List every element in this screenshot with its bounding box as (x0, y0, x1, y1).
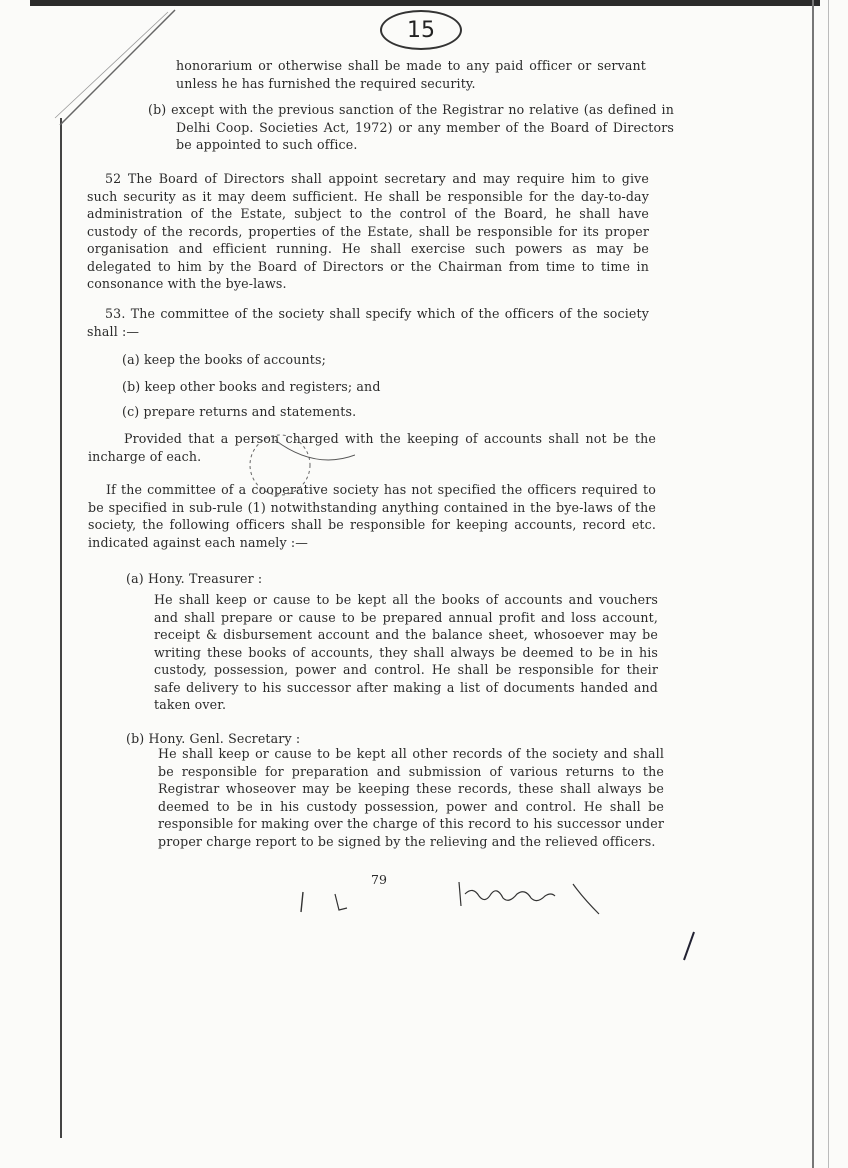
section-52: 52 The Board of Directors shall appoint secretary and may require him to give such security as it may deem sufficient. He shall be responsible for the day-to-day administration of the Estate, subject to the control of the Board, he shall have custody of the records, properties of the Estate, shall be responsible for its proper organisation and efficient running. He shall exercise such powers as may be delegated to him by the Board of Directors or the Chairman from time to time in consonance with the bye-laws. (87, 171, 649, 291)
section-53-item: (a) keep the books of accounts; (122, 352, 326, 367)
secretary-duties: He shall keep or cause to be kept all other records of the society and shall be responsible for preparation and submission of various returns to the Registrar whoseover may be keeping these records, these shall always be deemed to be in his custody possession, power and control. He shall be responsible for making over the charge of this record to his successor under proper charge report to be signed by the relieving and the relieved officers. (158, 746, 664, 849)
initials-mark (295, 888, 355, 918)
treasurer-duties: He shall keep or cause to be kept all the books of accounts and vouchers and shall prepare or cause to be prepared annual profit and loss account, receipt & disbursement account and the balance sheet, whosoever may be writing these books of accounts, they shall always be deemed to be in his custody, possession, power and control. He shall be responsible for their safe delivery to his successor after making a list of documents handed and taken over. (154, 592, 658, 712)
proviso: Provided that a person charged with the keeping of accounts shall not be the incharge of each. (88, 431, 656, 464)
default-officers-paragraph: If the committee of a cooperative society has not specified the officers required to be specified in sub-rule (1) notwithstanding anything contained in the bye-laws of the society, the following officers shall be responsible for keeping accounts, record etc. indicated against each namely :— (88, 482, 656, 550)
faint-stamp (235, 430, 355, 500)
section-53-intro: 53. The committee of the society shall specify which of the officers of the society shall :— (87, 306, 649, 339)
page-number: 79 (371, 872, 387, 887)
scan-left-edge (60, 118, 62, 1138)
page-marker (380, 10, 462, 50)
pen-mark (680, 930, 700, 964)
section-53-item: (c) prepare returns and statements. (122, 404, 357, 419)
fragment-paragraph: honorarium or otherwise shall be made to any paid officer or servant unless he has furnished the required security. (176, 58, 646, 91)
secretary-heading: (b) Hony. Genl. Secretary : (126, 731, 301, 746)
section-53-item: (b) keep other books and registers; and (122, 379, 381, 394)
scan-right-edge-faint (828, 0, 829, 1168)
handwritten-signature (455, 880, 615, 920)
scan-right-edge (812, 0, 814, 1168)
clause-b: (b) except with the previous sanction of the Registrar no relative (as defined in Delhi Coop. Societies Act, 1972) or any member of the Board of Directors be appointed to such office. (148, 102, 674, 152)
treasurer-heading: (a) Hony. Treasurer : (126, 571, 263, 586)
page-marker-text: 15 (407, 17, 435, 43)
